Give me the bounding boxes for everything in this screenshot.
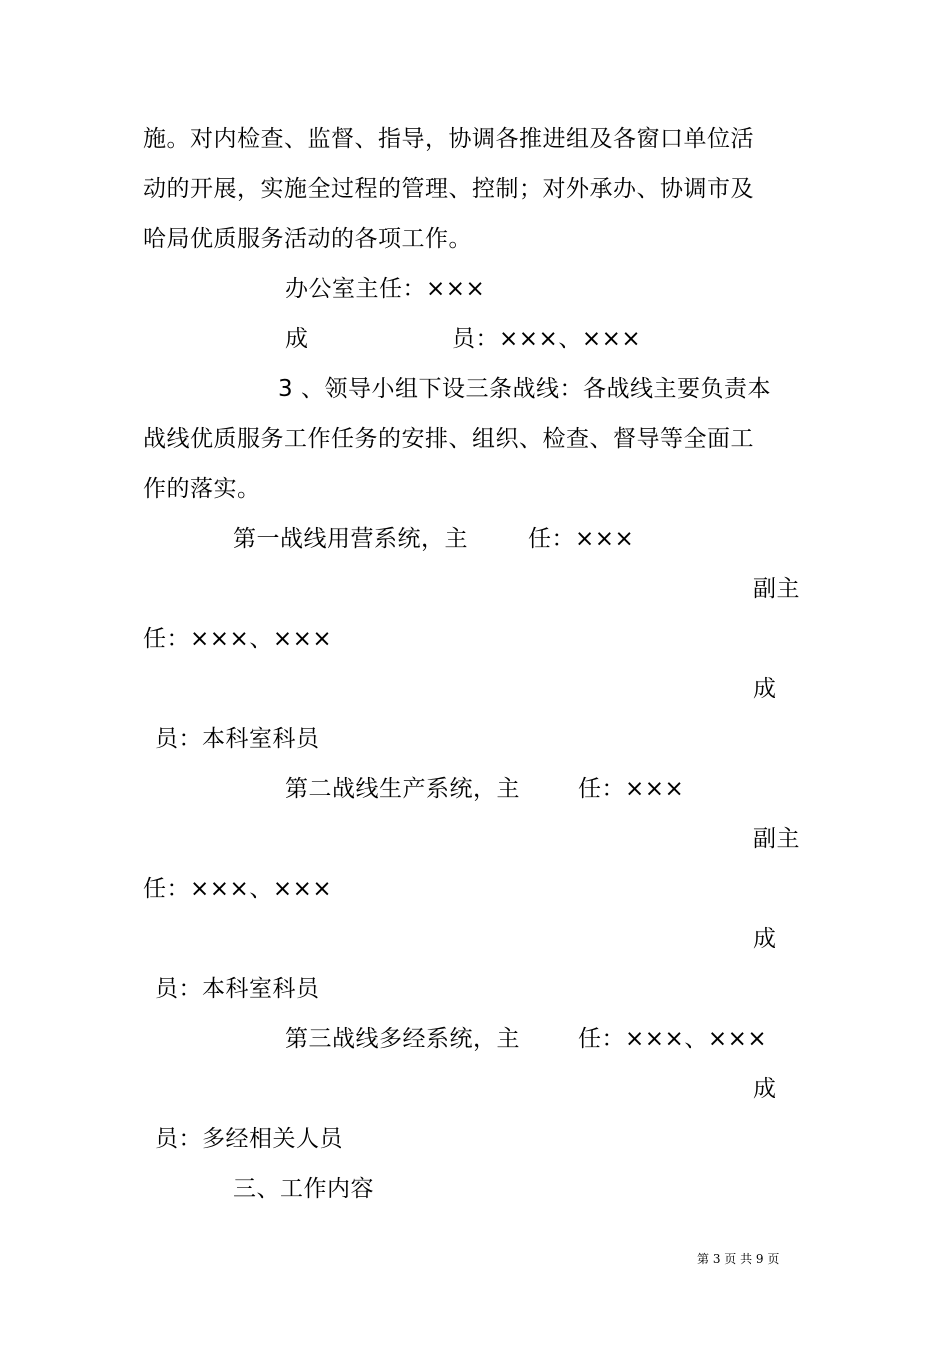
text-line: 第三战线多经系统，主 [285,1026,520,1052]
text-line: 作的落实。 [143,476,261,502]
text-line: 动的开展，实施全过程的管理、控制；对外承办、协调市及 [143,176,754,202]
text-line: 成 [753,676,777,702]
text-line: 任：××× [528,526,635,552]
section-heading: 三、工作内容 [233,1176,374,1202]
text-line: 员：×××、××× [452,326,642,352]
text-line: 任：××× [578,776,685,802]
text-line: 成 [753,926,777,952]
text-line: 成 [753,1076,777,1102]
text-line: 任：×××、××× [143,876,333,902]
text-line: 施。对内检查、监督、指导，协调各推进组及各窗口单位活 [143,126,754,152]
text-line: 办公室主任：××× [285,276,486,302]
page-number: 第 3 页 共 9 页 [697,1252,780,1266]
text-line: 副主 [753,826,800,852]
text-line: 3 、领导小组下设三条战线：各战线主要负责本 [278,376,771,402]
text-line: 任：×××、××× [578,1026,768,1052]
text-line: 战线优质服务工作任务的安排、组织、检查、督导等全面工 [143,426,754,452]
text-line: 员：本科室科员 [155,726,320,752]
text-line: 第二战线生产系统，主 [285,776,520,802]
text-line: 第一战线用营系统，主 [233,526,468,552]
text-line: 哈局优质服务活动的各项工作。 [143,226,472,252]
text-line: 成 [285,326,309,352]
text-line: 员：多经相关人员 [155,1126,343,1152]
text-line: 员：本科室科员 [155,976,320,1002]
text-line: 任：×××、××× [143,626,333,652]
text-line: 副主 [753,576,800,602]
